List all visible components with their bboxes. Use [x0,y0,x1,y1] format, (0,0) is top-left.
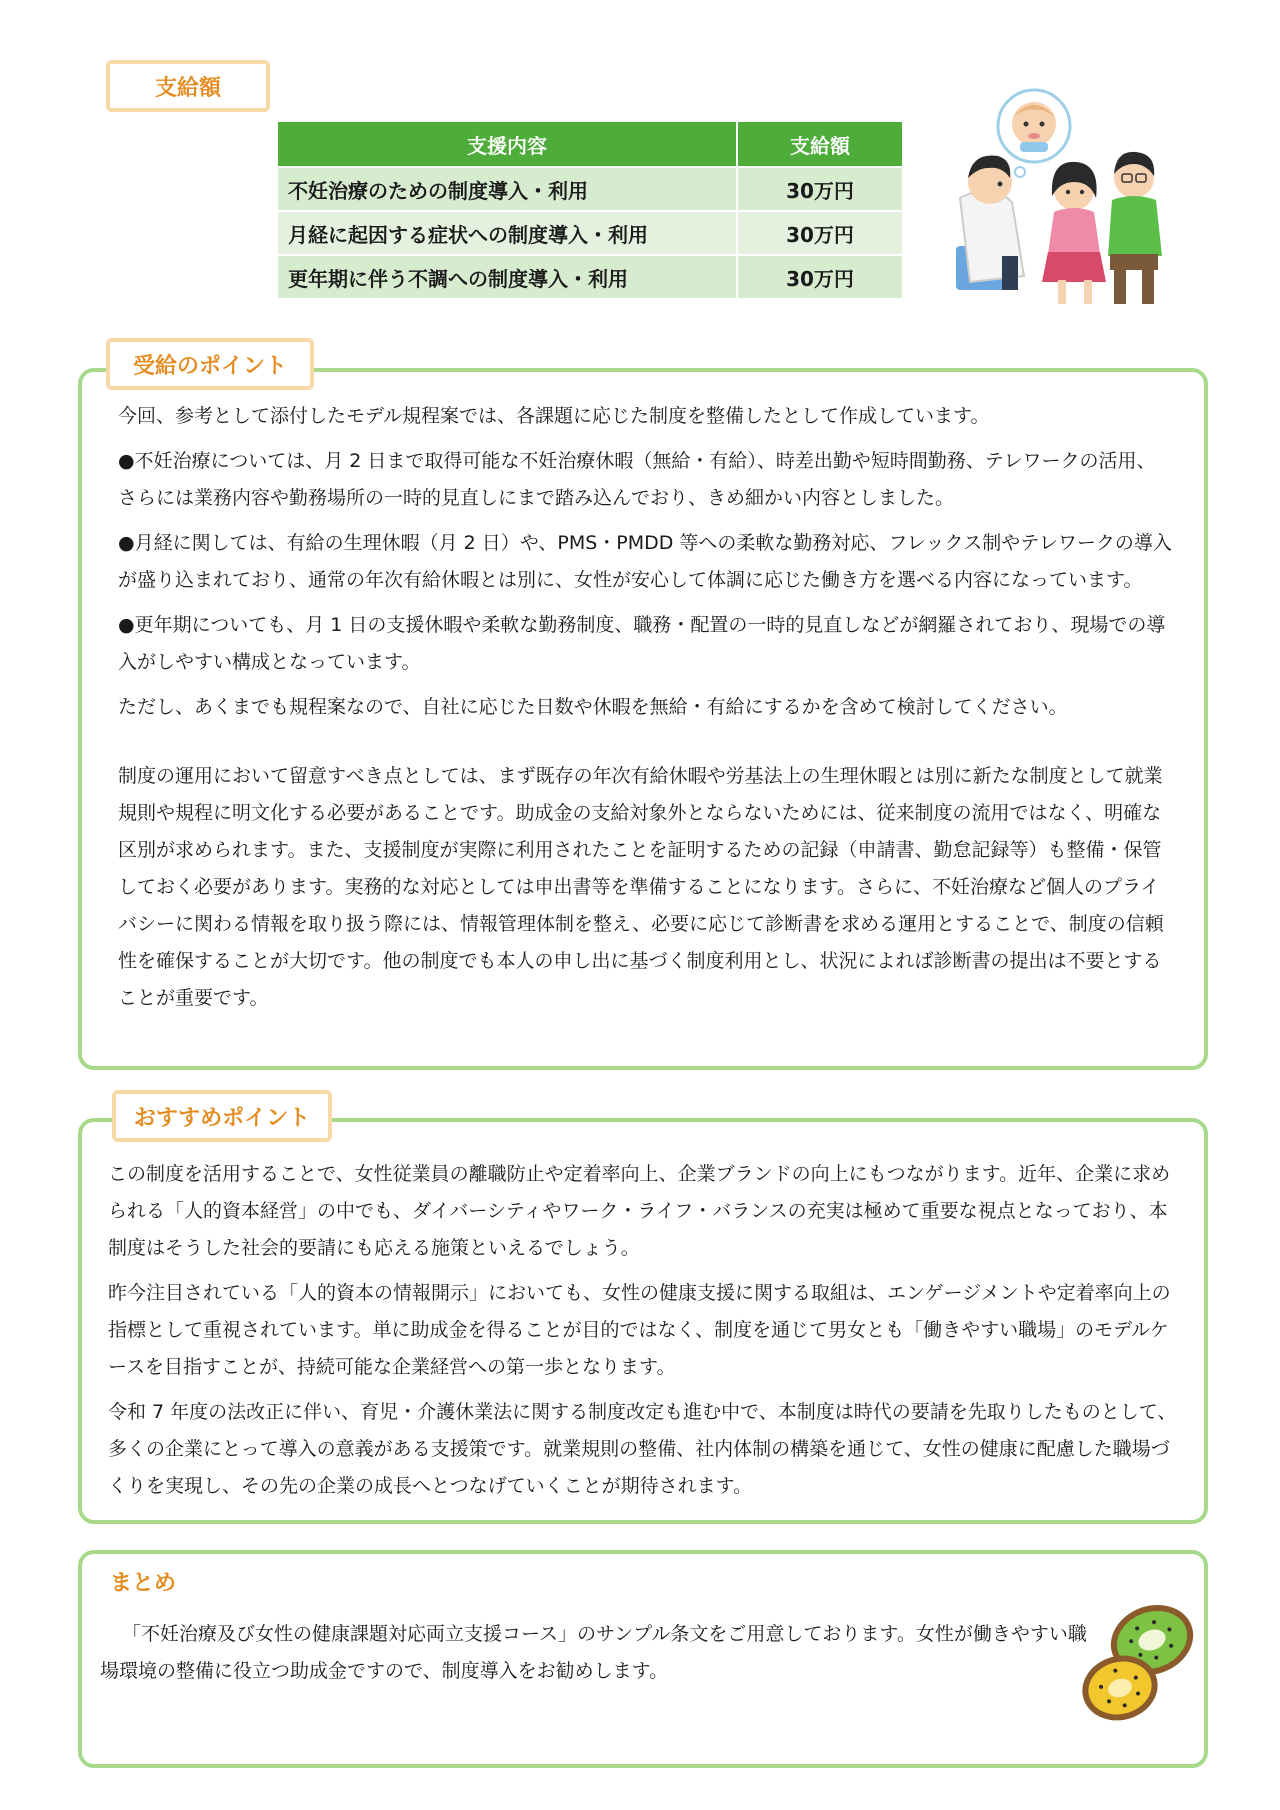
amount-tag-label: 支給額 [154,75,221,101]
support-content-cell: 不妊治療のための制度導入・利用 [277,167,737,211]
amount-tag [106,60,270,112]
points-menstruation: ●月経に関しては、有給の生理休暇（月 2 日）や、PMS・PMDD 等への柔軟な勤務対応、フレックス制やテレワークの導入が盛り込まれており、通常の年次有給休暇とは別に、女性が安心して体調に応じた働き方を選べる内容になっています。 [118,532,1172,591]
amount-table-header [277,121,903,167]
amount-cell: 30万円 [737,255,903,299]
recommend-para-3: 令和 7 年度の法改正に伴い、育児・介護休業法に関する制度改定も進む中で、本制度は時代の要請を先取りしたものとして、多くの企業にとって導入の意義がある支援策です。就業規則の整備、社内体制の構築を通じて、女性の健康に配慮した職場づくりを実現し、その先の企業の成長へとつなげていくことが期待されます。 [108,1401,1177,1497]
amount-table [276,120,904,300]
table-row [277,167,903,211]
points-tag-label: 受給のポイント [132,353,287,379]
points-menopause: ●更年期についても、月 1 日の支援休暇や柔軟な勤務制度、職務・配置の一時的見直しなどが網羅されており、現場での導入がしやすい構成となっています。 [118,614,1166,673]
points-note: ただし、あくまでも規程案なので、自社に応じた日数や休暇を無給・有給にするかを含めて検討してください。 [118,696,1068,718]
recommend-tag [112,1090,332,1142]
doctor-consultation-illustration [950,86,1170,310]
points-intro: 今回、参考として添付したモデル規程案では、各課題に応じた制度を整備したとして作成しています。 [118,405,990,427]
summary-text: 「不妊治療及び女性の健康課題対応両立支援コース」のサンプル条文をご用意しております。女性が働きやすい職場環境の整備に役立つ助成金ですので、制度導入をお勧めします。 [100,1623,1087,1682]
recommend-content [108,1156,1182,1505]
header-amount: 支給額 [737,121,903,167]
table-row [277,211,903,255]
recommend-tag-label: おすすめポイント [133,1105,311,1131]
table-row [277,255,903,299]
amount-cell: 30万円 [737,211,903,255]
support-content-cell: 月経に起因する症状への制度導入・利用 [277,211,737,255]
points-content [118,398,1174,1017]
kiwi-illustration [1080,1600,1210,1730]
recommend-para-1: この制度を活用することで、女性従業員の離職防止や定着率向上、企業ブランドの向上にもつながります。近年、企業に求められる「人的資本経営」の中でも、ダイバーシティやワーク・ライフ・バランスの充実は極めて重要な視点となっており、本制度はそうした社会的要請にも応える施策といえるでしょう。 [108,1163,1171,1259]
header-support-content: 支援内容 [277,121,737,167]
recommend-para-2: 昨今注目されている「人的資本の情報開示」においても、女性の健康支援に関する取組は、エンゲージメントや定着率向上の指標として重視されています。単に助成金を得ることが目的ではなく、制度を通じて男女とも「働きやすい職場」のモデルケースを目指すことが、持続可能な企業経営への第一歩となります。 [108,1282,1171,1378]
amount-cell: 30万円 [737,167,903,211]
support-content-cell: 更年期に伴う不調への制度導入・利用 [277,255,737,299]
points-operation: 制度の運用において留意すべき点としては、まず既存の年次有給休暇や労基法上の生理休暇とは別に新たな制度として就業規則や規程に明文化する必要があることです。助成金の支給対象外とならないためには、従来制度の流用ではなく、明確な区別が求められます。また、支援制度が実際に利用されたことを証明するための記録（申請書、勤怠記録等）も整備・保管しておく必要があります。実務的な対応としては申出書等を準備することになります。さらに、不妊治療など個人のプライバシーに関わる情報を取り扱う際には、情報管理体制を整え、必要に応じて診断書を求める運用とすることで、制度の信頼性を確保することが大切です。他の制度でも本人の申し出に基づく制度利用とし、状況によれば診断書の提出は不要とすることが重要です。 [118,765,1164,1009]
points-tag [106,338,314,390]
points-infertility: ●不妊治療については、月 2 日まで取得可能な不妊治療休暇（無給・有給）、時差出勤や短時間勤務、テレワークの活用、さらには業務内容や勤務場所の一時的見直しにまで踏み込んでおり、きめ細かい内容としました。 [118,450,1156,509]
summary-heading: まとめ [110,1571,177,1596]
